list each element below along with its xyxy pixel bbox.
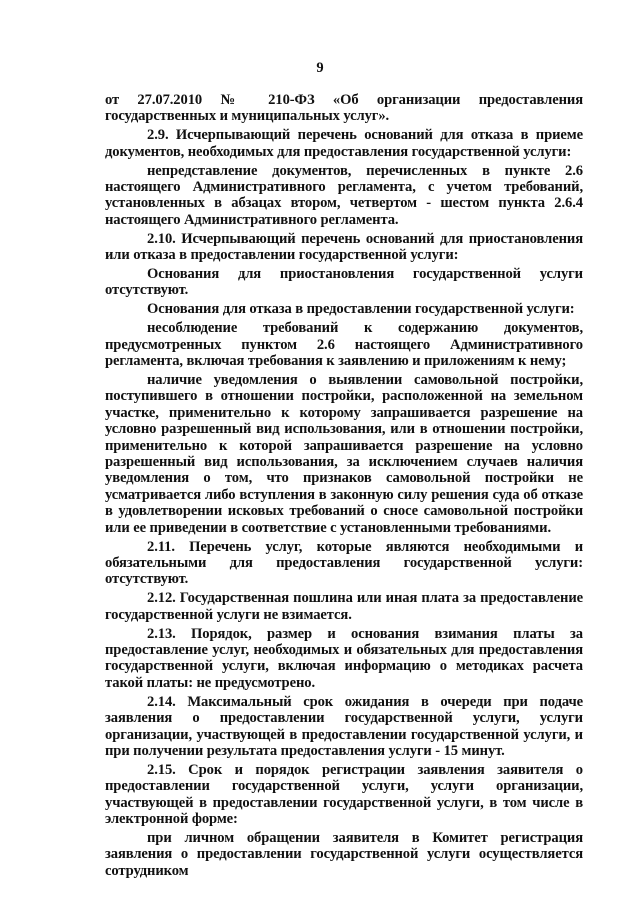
paragraph-law-reference-continuation: от 27.07.2010 № 210-ФЗ «Об организации предоставления государственных и муниципальных услуг». bbox=[105, 92, 583, 125]
paragraph-2-14: 2.14. Максимальный срок ожидания в очереди при подаче заявления о предоставлении государственной услуги, услуги организации, участвующей в предоставлении государственной услуги, и при получении результата предоставления услуги - 15 минут. bbox=[105, 693, 583, 759]
page-number: 9 bbox=[316, 60, 324, 76]
paragraph-suspension-grounds: Основания для приостановления государственной услуги отсутствуют. bbox=[105, 266, 583, 299]
paragraph-2-15-heading: 2.15. Срок и порядок регистрации заявления заявителя о предоставлении государственной услуги, услуги организации, участвующей в предоставлении государственной услуги, в том числе в электронной форме: bbox=[105, 761, 583, 828]
paragraph-refusal-grounds-heading: Основания для отказа в предоставлении государственной услуги: bbox=[147, 301, 575, 318]
paragraph-2-9-ground: непредставление документов, перечисленных в пункте 2.6 настоящего Административного регламента, с учетом требований, установленных в абзацах втором, четвертом - шестом пункта 2.6.4 настоящего Административного регламента. bbox=[105, 162, 583, 228]
paragraph-2-15-personal-visit: при личном обращении заявителя в Комитет регистрация заявления о предоставлении государственной услуги осуществляется сотрудником bbox=[105, 829, 583, 879]
paragraph-2-9-heading: 2.9. Исчерпывающий перечень оснований для отказа в приеме документов, необходимых для предоставления государственной услуги: bbox=[105, 127, 583, 160]
paragraph-refusal-ground-1: несоблюдение требований к содержанию документов, предусмотренных пунктом 2.6 настоящего Административного регламента, включая требования к заявлению и приложениям к нему; bbox=[105, 320, 583, 370]
paragraph-refusal-ground-2: наличие уведомления о выявлении самовольной постройки, поступившего в отношении постройки, расположенной на земельном участке, применительно к которому запрашивается разрешение на условно разрешенный вид использования, или в отношении постройки, применительно к которой запрашивается разрешение на условно разрешенный вид использования, за исключением случаев наличия уведомления о том, что признаков самовольной постройки не усматривается либо вступления в законную силу решения суда об отказе в удовлетворении исковых требований о сносе самовольной постройки или ее приведении в соответствие с установленными требованиями. bbox=[105, 372, 583, 536]
paragraph-2-12: 2.12. Государственная пошлина или иная плата за предоставление государственной услуги не взимается. bbox=[105, 590, 583, 623]
paragraph-2-13: 2.13. Порядок, размер и основания взимания платы за предоставление услуг, необходимых и обязательных для предоставления государственной услуги, включая информацию о методиках расчета такой платы: не предусмотрено. bbox=[105, 625, 583, 691]
paragraph-2-10-heading: 2.10. Исчерпывающий перечень оснований для приостановления или отказа в предоставлении государственной услуги: bbox=[105, 230, 583, 264]
document-body bbox=[105, 92, 583, 882]
paragraph-2-11: 2.11. Перечень услуг, которые являются необходимыми и обязательными для предоставления государственной услуги: отсутствуют. bbox=[105, 538, 583, 588]
